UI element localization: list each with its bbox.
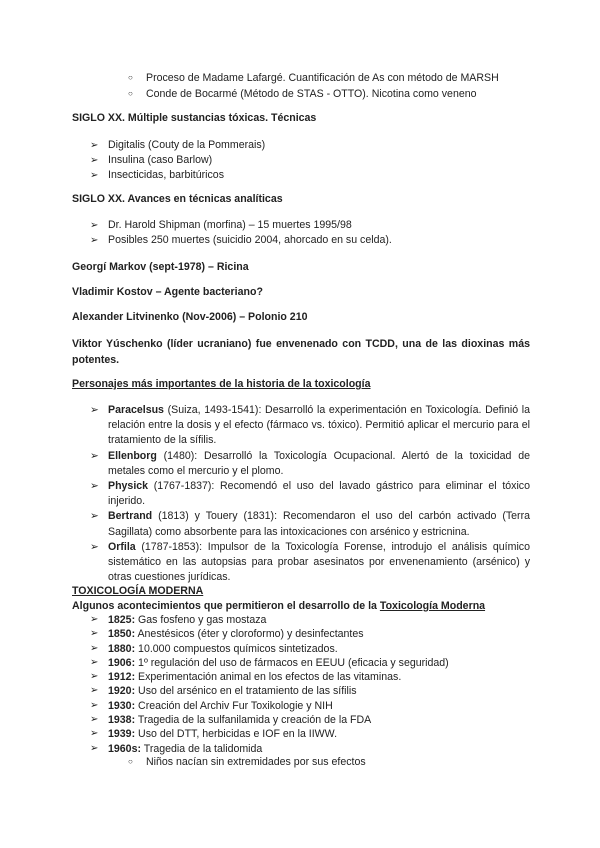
list-item: ➢ 1939: Uso del DTT, herbicidas e IOF en la IIWW. bbox=[90, 728, 338, 741]
arrow-bullet-icon: ➢ bbox=[90, 642, 99, 654]
arrow-bullet-icon: ➢ bbox=[90, 742, 99, 754]
list-item: ➢ Digitalis (Couty de la Pommerais) bbox=[90, 139, 266, 151]
list-item: ➢ Insecticidas, barbitúricos bbox=[90, 169, 224, 181]
arrow-bullet-icon: ➢ bbox=[90, 699, 99, 711]
arrow-bullet-icon: ➢ bbox=[90, 155, 99, 166]
s1-list bbox=[90, 138, 265, 183]
arrow-bullet-icon: ➢ bbox=[90, 220, 99, 231]
list-item: ○ Niños nacían sin extremidades por sus efectos bbox=[128, 754, 366, 770]
list-item: ➢ Insulina (caso Barlow) bbox=[90, 154, 213, 166]
heading-yuschenko: Viktor Yúschenko (líder ucraniano) fue envenenado con TCDD, una de las dioxinas más potentes. bbox=[72, 338, 530, 366]
s2-list bbox=[90, 218, 392, 248]
arrow-bullet-icon: ➢ bbox=[90, 671, 99, 683]
moderna-heading: TOXICOLOGÍA MODERNA bbox=[72, 585, 204, 597]
arrow-bullet-icon: ➢ bbox=[90, 170, 99, 181]
list-item: ➢ Posibles 250 muertes (suicidio 2004, ahorcado en su celda). bbox=[90, 234, 392, 246]
list-item: ○ Conde de Bocarmé (Método de STAS - OTTO). Nicotina como veneno bbox=[128, 86, 499, 102]
heading-markov: Georgí Markov (sept-1978) – Ricina bbox=[72, 261, 249, 273]
arrow-bullet-icon: ➢ bbox=[90, 628, 99, 640]
arrow-bullet-icon: ➢ bbox=[90, 656, 99, 668]
arrow-bullet-icon: ➢ bbox=[90, 449, 99, 462]
list-item: ➢ 1825: Gas fosfeno y gas mostaza bbox=[90, 614, 267, 626]
list-item: ➢ Paracelsus (Suiza, 1493-1541): Desarrolló la experimentación en Toxicología. Definió la relación entre la dosis y el efecto (fármaco vs. tóxico). Permitió aplicar el mercurio para el tratamiento de la sífilis. bbox=[90, 404, 530, 447]
list-item: ➢ Dr. Harold Shipman (morfina) – 15 muertes 1995/98 bbox=[90, 219, 352, 231]
moderna-list bbox=[90, 613, 449, 756]
list-item: ➢ 1960s: Tragedia de la talidomida bbox=[90, 742, 263, 755]
arrow-bullet-icon: ➢ bbox=[90, 235, 99, 246]
arrow-bullet-icon: ➢ bbox=[90, 480, 99, 493]
section-heading: SIGLO XX. Avances en técnicas analíticas bbox=[72, 193, 283, 205]
arrow-bullet-icon: ➢ bbox=[90, 614, 99, 625]
heading-litvinenko: Alexander Litvinenko (Nov-2006) – Polonio 210 bbox=[72, 311, 308, 323]
heading-kostov: Vladimir Kostov – Agente bacteriano? bbox=[72, 286, 263, 298]
list-item: ➢ 1850: Anestésicos (éter y cloroformo) y desinfectantes bbox=[90, 628, 364, 641]
list-item: ○ Proceso de Madame Lafargé. Cuantificación de As con método de MARSH bbox=[128, 70, 499, 86]
list-item: ➢ 1920: Uso del arsénico en el tratamiento de las sífilis bbox=[90, 685, 357, 698]
list-item: ➢ Bertrand (1813) y Touery (1831): Recomendaron el uso del carbón activado (Terra Sagillata) como absorbente para las intoxicaciones con arsénico y estricnina. bbox=[90, 510, 530, 538]
section-heading: SIGLO XX. Múltiple sustancias tóxicas. Técnicas bbox=[72, 112, 317, 124]
list-item: ➢ Ellenborg (1480): Desarrolló la Toxicología Ocupacional. Alertó de la toxicidad de metales como el mercurio y el plomo. bbox=[90, 449, 530, 477]
moderna-subheading: Algunos acontecimientos que permitieron el desarrollo de la Toxicología Moderna bbox=[72, 600, 486, 612]
arrow-bullet-icon: ➢ bbox=[90, 510, 99, 523]
list-item: ➢ Physick (1767-1837): Recomendó el uso del lavado gástrico para eliminar el tóxico injerido. bbox=[90, 480, 530, 508]
list-item: ➢ 1938: Tragedia de la sulfanilamida y creación de la FDA bbox=[90, 714, 372, 727]
arrow-bullet-icon: ➢ bbox=[90, 714, 99, 726]
arrow-bullet-icon: ➢ bbox=[90, 685, 99, 697]
list-item: ➢ 1906: 1º regulación del uso de fármacos en EEUU (eficacia y seguridad) bbox=[90, 656, 449, 669]
personajes-list bbox=[90, 403, 530, 585]
list-item: ➢ Orfila (1787-1853): Impulsor de la Toxicología Forense, introdujo el análisis químico sistemático en las autopsias para probar asesinatos por envenenamiento (arsénico) y otras cuestiones jurídicas. bbox=[90, 540, 530, 584]
arrow-bullet-icon: ➢ bbox=[90, 728, 99, 740]
arrow-bullet-icon: ➢ bbox=[90, 404, 99, 416]
top-sublist bbox=[128, 70, 499, 102]
list-item: ➢ 1930: Creación del Archiv Fur Toxikologie y NIH bbox=[90, 699, 333, 712]
arrow-bullet-icon: ➢ bbox=[90, 540, 99, 553]
last-sublist bbox=[128, 754, 366, 770]
list-item: ➢ 1912: Experimentación animal en los efectos de las vitaminas. bbox=[90, 671, 402, 684]
list-item: ➢ 1880: 10.000 compuestos químicos sintetizados. bbox=[90, 642, 338, 655]
personajes-heading: Personajes más importantes de la historia de la toxicología bbox=[72, 378, 371, 390]
arrow-bullet-icon: ➢ bbox=[90, 140, 99, 151]
